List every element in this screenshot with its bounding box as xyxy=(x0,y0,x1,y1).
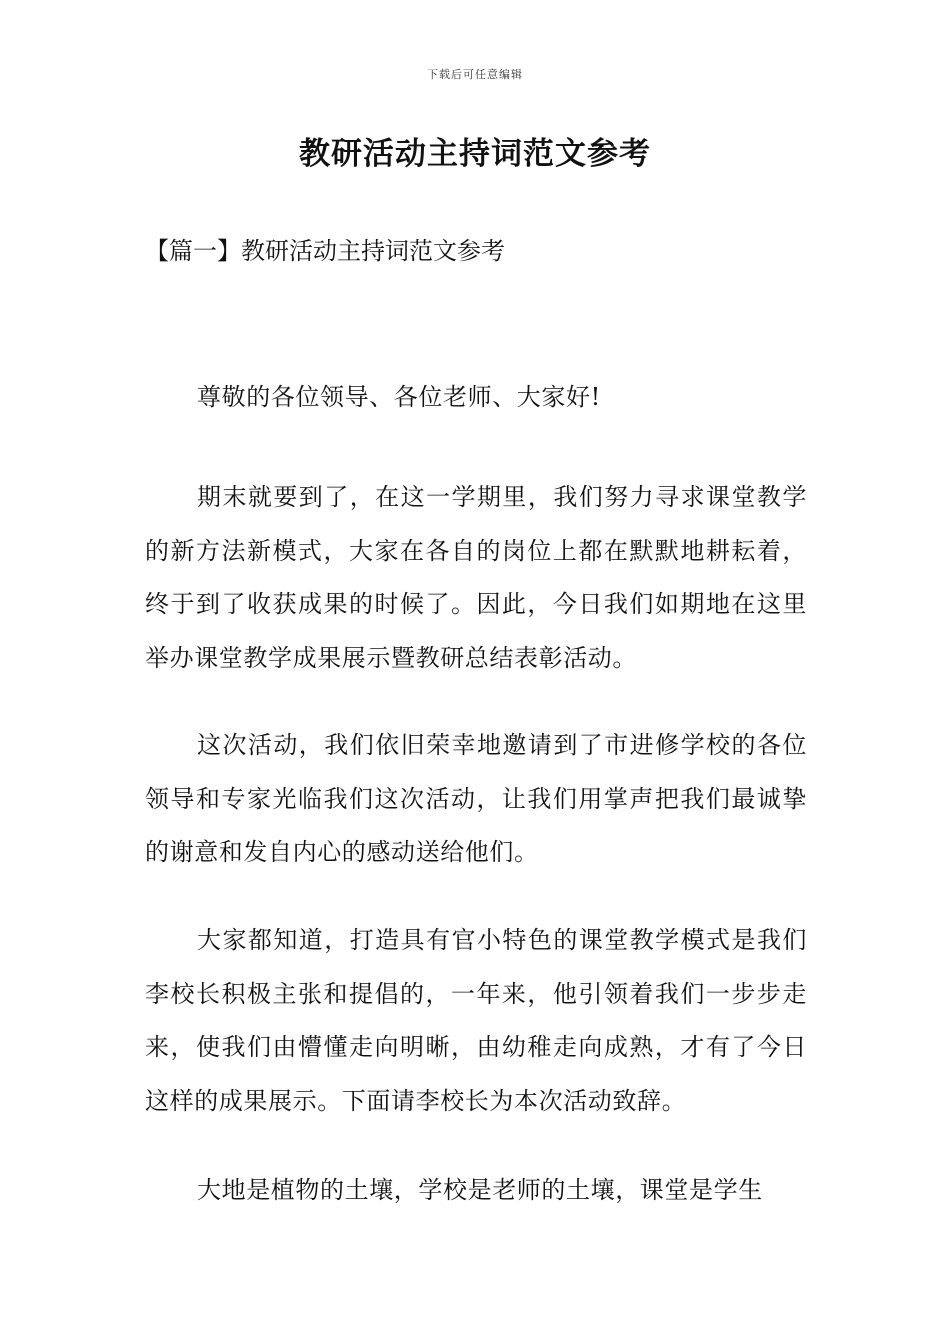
paragraph-principal: 大家都知道，打造具有官小特色的课堂教学模式是我们李校长积极主张和提倡的，一年来，他引领着我们一步步走来，使我们由懵懂走向明晰，由幼稚走向成熟，才有了今日这样的成果展示。下面请李校长为本次活动致辞。 xyxy=(145,926,807,1115)
section-heading: 【篇一】教研活动主持词范文参考 xyxy=(145,237,505,265)
paragraph-intro: 期末就要到了，在这一学期里，我们努力寻求课堂教学的新方法新模式，大家在各自的岗位上都在默默地耕耘着，终于到了收获成果的时候了。因此，今日我们如期地在这里举办课堂教学成果展示暨教研总结表彰活动。 xyxy=(145,483,807,672)
paragraph-greeting: 尊敬的各位领导、各位老师、大家好! xyxy=(197,383,601,411)
document-title: 教研活动主持词范文参考 xyxy=(299,136,651,172)
header-note: 下载后可任意编辑 xyxy=(427,68,523,81)
paragraph-closing: 大地是植物的土壤，学校是老师的土壤，课堂是学生 xyxy=(197,1176,763,1204)
paragraph-guests: 这次活动，我们依旧荣幸地邀请到了市进修学校的各位领导和专家光临我们这次活动，让我们用掌声把我们最诚挚的谢意和发自内心的感动送给他们。 xyxy=(145,731,807,866)
